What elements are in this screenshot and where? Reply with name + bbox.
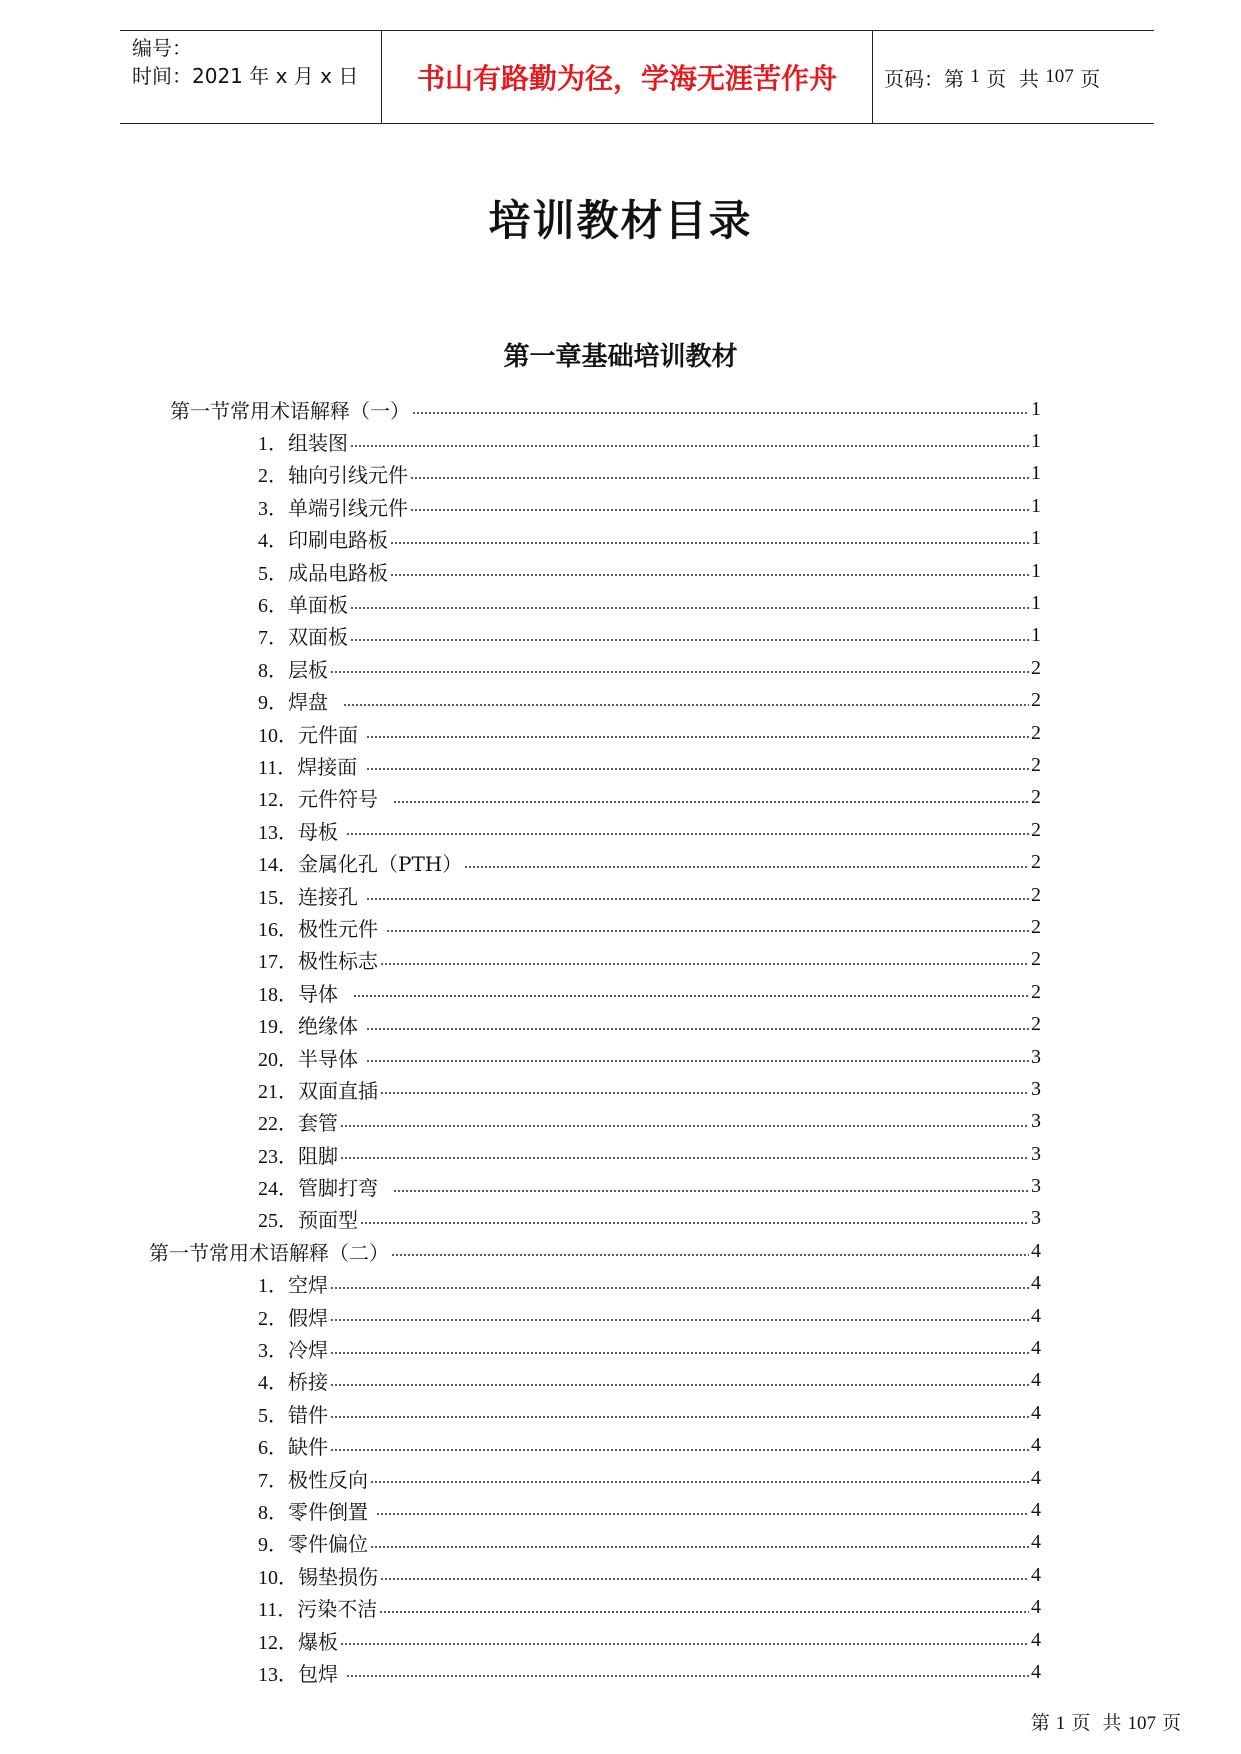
- toc-label: [258, 1561, 380, 1590]
- toc-item[interactable]: [0, 490, 1241, 522]
- toc-page-number: 3: [1031, 1077, 1041, 1100]
- toc-page-number: 4: [1031, 1596, 1041, 1619]
- toc-number: 8．: [258, 659, 288, 682]
- toc-text: 极性反向: [288, 1467, 368, 1492]
- toc-item[interactable]: [0, 425, 1241, 457]
- toc-page-number: 4: [1031, 1466, 1041, 1489]
- toc-page-number: 4: [1031, 1337, 1041, 1360]
- toc-label: [258, 1269, 330, 1298]
- toc-item[interactable]: [0, 944, 1241, 976]
- toc-item[interactable]: [0, 1591, 1241, 1623]
- toc-item[interactable]: [0, 685, 1241, 717]
- toc-number: 10．: [258, 1566, 298, 1589]
- toc-leader-dots: [366, 1058, 1029, 1064]
- toc-item[interactable]: [0, 1138, 1241, 1170]
- toc-leader-dots: [393, 799, 1029, 805]
- toc-page-number: 2: [1031, 656, 1041, 679]
- page-current: 1: [970, 66, 980, 87]
- toc-text: 组装图: [288, 431, 348, 456]
- toc-item[interactable]: [0, 1656, 1241, 1688]
- toc-page-number: 3: [1031, 1175, 1041, 1198]
- toc-item[interactable]: [0, 1008, 1241, 1040]
- toc-section[interactable]: [0, 393, 1241, 425]
- toc-page-number: 3: [1031, 1142, 1041, 1165]
- toc-leader-dots: [330, 1285, 1029, 1291]
- toc-label: [258, 1075, 380, 1104]
- toc-text: 阻脚: [298, 1143, 338, 1168]
- toc-number: 1．: [258, 433, 288, 456]
- time-value: 2021 年 x 月 x 日: [192, 64, 359, 88]
- toc-leader-dots: [366, 766, 1029, 772]
- toc-item[interactable]: [0, 1332, 1241, 1364]
- toc-text: 绝缘体: [298, 1014, 365, 1039]
- toc-text: 零件偏位: [288, 1532, 368, 1557]
- toc-label: [258, 1528, 370, 1557]
- toc-page-number: 1: [1031, 430, 1041, 453]
- toc-text: 连接孔: [298, 884, 365, 909]
- toc-page-number: 4: [1031, 1434, 1041, 1457]
- toc-page-number: 4: [1031, 1563, 1041, 1586]
- page-label: 页码：: [884, 66, 944, 91]
- toc-item[interactable]: [0, 749, 1241, 781]
- page-header: [120, 30, 1154, 124]
- toc-text: 双面直插: [298, 1078, 378, 1103]
- toc-text: 单端引线元件: [288, 495, 408, 520]
- toc-item[interactable]: [0, 782, 1241, 814]
- toc-page-number: 3: [1031, 1045, 1041, 1068]
- toc-leader-dots: [391, 1252, 1029, 1258]
- toc-label: [258, 686, 343, 715]
- toc-number: 4．: [258, 530, 288, 553]
- toc-number: 4．: [258, 1372, 288, 1395]
- toc-text: 锡垫损伤: [298, 1564, 378, 1589]
- toc-text: 元件符号: [298, 787, 391, 812]
- toc-number: 14．: [258, 854, 298, 877]
- toc-section[interactable]: [0, 1235, 1241, 1267]
- toc-label: [258, 783, 393, 812]
- toc-leader-dots: [380, 1090, 1029, 1096]
- toc-item[interactable]: [0, 555, 1241, 587]
- toc-leader-dots: [330, 669, 1029, 675]
- toc-label: [258, 881, 366, 910]
- toc-item[interactable]: [0, 976, 1241, 1008]
- toc-number: 24．: [258, 1178, 298, 1201]
- toc-item[interactable]: [0, 1624, 1241, 1656]
- toc-leader-dots: [464, 864, 1029, 870]
- toc-leader-dots: [380, 961, 1029, 967]
- toc-number: 18．: [258, 983, 298, 1006]
- toc-label: [258, 751, 366, 780]
- page-prefix: 第: [944, 66, 971, 91]
- toc-leader-dots: [343, 702, 1029, 708]
- toc-page-number: 1: [1031, 624, 1041, 647]
- toc-leader-dots: [376, 1511, 1029, 1517]
- toc-label: [258, 1107, 340, 1136]
- toc-text: 零件倒置: [288, 1499, 375, 1524]
- toc-number: 19．: [258, 1016, 298, 1039]
- toc-item[interactable]: [0, 846, 1241, 878]
- header-meta: [120, 31, 382, 123]
- toc-leader-dots: [370, 1479, 1029, 1485]
- toc-leader-dots: [346, 1673, 1029, 1679]
- toc-item[interactable]: [0, 1462, 1241, 1494]
- toc-text: 焊盘: [288, 690, 341, 715]
- toc-label: [258, 524, 390, 553]
- toc-number: 13．: [258, 821, 298, 844]
- toc-leader-dots: [340, 1155, 1029, 1161]
- toc-number: 21．: [258, 1080, 298, 1103]
- toc-page-number: 2: [1031, 883, 1041, 906]
- header-slogan: 书山有路勤为径，学海无涯苦作舟: [382, 31, 873, 123]
- toc-text: 爆板: [298, 1629, 338, 1654]
- toc-number: 12．: [258, 789, 298, 812]
- toc-number: 7．: [258, 627, 288, 650]
- toc-label: [258, 1464, 370, 1493]
- time-label: 时间：: [132, 64, 192, 88]
- toc-item[interactable]: [0, 911, 1241, 943]
- toc-leader-dots: [350, 637, 1029, 643]
- toc-text: 半导体: [298, 1046, 365, 1071]
- toc-label: [258, 913, 386, 942]
- toc-leader-dots: [379, 1609, 1029, 1615]
- toc-item[interactable]: [0, 1041, 1241, 1073]
- footer-mid: 页 共: [1065, 1712, 1128, 1734]
- toc-text: 第一节常用术语解释（一）: [170, 398, 410, 423]
- toc-number: 11．: [258, 756, 298, 779]
- toc-page-number: 2: [1031, 1013, 1041, 1036]
- toc-label: [258, 1593, 379, 1622]
- toc-page-number: 2: [1031, 753, 1041, 776]
- toc-text: 导体: [298, 981, 351, 1006]
- toc-leader-dots: [412, 410, 1029, 416]
- toc-label: [258, 654, 330, 683]
- toc-page-number: 2: [1031, 948, 1041, 971]
- toc-label: [258, 459, 410, 488]
- toc-label: [258, 1399, 330, 1428]
- toc-item[interactable]: [0, 1203, 1241, 1235]
- toc-item[interactable]: [0, 1430, 1241, 1462]
- toc-page-number: 1: [1031, 527, 1041, 550]
- toc-text: 桥接: [288, 1370, 328, 1395]
- toc-item[interactable]: [0, 523, 1241, 555]
- toc-label: [258, 1172, 393, 1201]
- toc-leader-dots: [390, 572, 1029, 578]
- toc-number: 17．: [258, 951, 298, 974]
- toc-page-number: 1: [1031, 462, 1041, 485]
- toc-leader-dots: [390, 540, 1029, 546]
- time-line: [132, 62, 381, 90]
- toc-text: 双面板: [288, 625, 348, 650]
- toc-page-number: 4: [1031, 1401, 1041, 1424]
- toc-leader-dots: [410, 507, 1029, 513]
- toc-page-number: 4: [1031, 1239, 1041, 1262]
- toc-item[interactable]: [0, 1365, 1241, 1397]
- toc-page-number: 2: [1031, 721, 1041, 744]
- document-title: 培训教材目录: [488, 196, 753, 245]
- toc-number: 6．: [258, 595, 288, 618]
- toc-leader-dots: [350, 605, 1029, 611]
- toc-leader-dots: [330, 1414, 1029, 1420]
- toc-text: 金属化孔（PTH）: [298, 852, 463, 877]
- toc-page-number: 4: [1031, 1628, 1041, 1651]
- toc-text: 印刷电路板: [288, 528, 388, 553]
- toc-leader-dots: [330, 1350, 1029, 1356]
- toc-number: 2．: [258, 465, 288, 488]
- toc-number: 25．: [258, 1210, 298, 1233]
- toc-number: 20．: [258, 1048, 298, 1071]
- toc-item[interactable]: [0, 1106, 1241, 1138]
- toc-number: 7．: [258, 1469, 288, 1492]
- toc-number: 1．: [258, 1275, 288, 1298]
- toc-page-number: 2: [1031, 851, 1041, 874]
- toc-label: [258, 1431, 330, 1460]
- toc-label: [258, 1366, 330, 1395]
- toc-page-number: 3: [1031, 1110, 1041, 1133]
- toc-leader-dots: [350, 443, 1029, 449]
- toc-text: 套管: [298, 1111, 338, 1136]
- toc-label: [258, 1496, 376, 1525]
- toc-text: 极性标志: [298, 949, 378, 974]
- toc-number: 11．: [258, 1599, 298, 1622]
- toc-number: 13．: [258, 1663, 298, 1686]
- toc-text: 轴向引线元件: [288, 463, 408, 488]
- toc-page-number: 2: [1031, 689, 1041, 712]
- toc-text: 假焊: [288, 1305, 328, 1330]
- toc-item[interactable]: [0, 620, 1241, 652]
- toc-leader-dots: [340, 1641, 1029, 1647]
- toc-item[interactable]: [0, 814, 1241, 846]
- toc-label: [258, 1043, 366, 1072]
- toc-text: 层板: [288, 657, 328, 682]
- toc-number: 22．: [258, 1113, 298, 1136]
- toc-page-number: 4: [1031, 1498, 1041, 1521]
- page-footer: [1031, 1708, 1181, 1735]
- toc-item[interactable]: [0, 1170, 1241, 1202]
- toc-leader-dots: [370, 1544, 1029, 1550]
- chapter-title: 第一章基础培训教材: [503, 342, 738, 372]
- toc-label: [149, 1237, 391, 1266]
- toc-number: 6．: [258, 1437, 288, 1460]
- toc-item[interactable]: [0, 1559, 1241, 1591]
- toc-item[interactable]: [0, 1300, 1241, 1332]
- toc-item[interactable]: [0, 587, 1241, 619]
- toc-text: 焊接面: [297, 754, 364, 779]
- footer-total: 107: [1127, 1713, 1156, 1734]
- table-of-contents: [0, 393, 1241, 1689]
- toc-label: [258, 1010, 366, 1039]
- toc-label: [258, 621, 350, 650]
- toc-leader-dots: [380, 1576, 1029, 1582]
- toc-text: 包焊: [298, 1661, 345, 1686]
- toc-page-number: 4: [1031, 1304, 1041, 1327]
- toc-text: 极性元件: [298, 916, 385, 941]
- toc-label: [258, 1140, 340, 1169]
- toc-leader-dots: [366, 1026, 1029, 1032]
- toc-text: 单面板: [288, 593, 348, 618]
- toc-number: 2．: [258, 1307, 288, 1330]
- toc-label: [258, 1658, 346, 1687]
- toc-text: 第一节常用术语解释（二）: [149, 1240, 389, 1265]
- toc-item[interactable]: [0, 1268, 1241, 1300]
- toc-leader-dots: [330, 1317, 1029, 1323]
- toc-leader-dots: [366, 896, 1029, 902]
- toc-text: 污染不洁: [297, 1597, 378, 1622]
- toc-leader-dots: [360, 1220, 1029, 1226]
- toc-label: [258, 1302, 330, 1331]
- footer-suffix: 页: [1155, 1712, 1181, 1734]
- page-mid: 页 共: [979, 66, 1046, 91]
- toc-item[interactable]: [0, 1494, 1241, 1526]
- toc-text: 母板: [298, 819, 345, 844]
- toc-label: [170, 395, 412, 424]
- toc-text: 元件面: [298, 722, 365, 747]
- footer-prefix: 第: [1030, 1712, 1056, 1734]
- toc-text: 冷焊: [288, 1338, 328, 1363]
- toc-text: 缺件: [288, 1435, 328, 1460]
- toc-text: 空焊: [288, 1273, 328, 1298]
- toc-page-number: 4: [1031, 1369, 1041, 1392]
- toc-text: 预面型: [298, 1208, 358, 1233]
- toc-number: 5．: [258, 1404, 288, 1427]
- toc-page-number: 4: [1031, 1531, 1041, 1554]
- toc-leader-dots: [353, 993, 1029, 999]
- toc-leader-dots: [330, 1447, 1029, 1453]
- toc-number: 9．: [258, 692, 288, 715]
- toc-item[interactable]: [0, 1073, 1241, 1105]
- toc-item[interactable]: [0, 879, 1241, 911]
- toc-item[interactable]: [0, 1527, 1241, 1559]
- toc-label: [258, 945, 380, 974]
- toc-label: [258, 492, 410, 521]
- toc-leader-dots: [340, 1123, 1029, 1129]
- toc-number: 8．: [258, 1501, 288, 1524]
- toc-label: [258, 1626, 340, 1655]
- toc-label: [258, 557, 390, 586]
- toc-text: 错件: [288, 1402, 328, 1427]
- toc-text: 成品电路板: [288, 560, 388, 585]
- toc-page-number: 4: [1031, 1660, 1041, 1683]
- number-label: 编号：: [132, 36, 192, 60]
- toc-item[interactable]: [0, 652, 1241, 684]
- toc-label: [258, 978, 353, 1007]
- footer-current: 1: [1055, 1713, 1066, 1734]
- toc-number: 10．: [258, 724, 298, 747]
- toc-item[interactable]: [0, 1397, 1241, 1429]
- toc-label: [258, 848, 464, 877]
- toc-label: [258, 1334, 330, 1363]
- toc-item[interactable]: [0, 717, 1241, 749]
- toc-number: 3．: [258, 497, 288, 520]
- toc-page-number: 1: [1031, 494, 1041, 517]
- toc-leader-dots: [386, 928, 1029, 934]
- toc-leader-dots: [330, 1382, 1029, 1388]
- toc-page-number: 1: [1031, 397, 1041, 420]
- header-page-info: [872, 31, 1154, 123]
- toc-number: 23．: [258, 1145, 298, 1168]
- toc-leader-dots: [366, 734, 1029, 740]
- page-total: 107: [1045, 66, 1074, 87]
- toc-number: 15．: [258, 886, 298, 909]
- toc-page-number: 2: [1031, 818, 1041, 841]
- toc-page-number: 1: [1031, 592, 1041, 615]
- page-suffix: 页: [1073, 66, 1101, 91]
- toc-label: [258, 816, 346, 845]
- toc-page-number: 4: [1031, 1272, 1041, 1295]
- toc-page-number: 2: [1031, 786, 1041, 809]
- toc-number: 5．: [258, 562, 288, 585]
- toc-number: 12．: [258, 1631, 298, 1654]
- toc-page-number: 1: [1031, 559, 1041, 582]
- toc-leader-dots: [410, 475, 1029, 481]
- toc-label: [258, 719, 366, 748]
- toc-label: [258, 589, 350, 618]
- toc-page-number: 3: [1031, 1207, 1041, 1230]
- toc-leader-dots: [346, 831, 1029, 837]
- toc-number: 16．: [258, 918, 298, 941]
- toc-page-number: 2: [1031, 915, 1041, 938]
- toc-label: [258, 427, 350, 456]
- toc-leader-dots: [393, 1188, 1029, 1194]
- toc-number: 3．: [258, 1340, 288, 1363]
- toc-item[interactable]: [0, 458, 1241, 490]
- toc-label: [258, 1204, 360, 1233]
- toc-text: 管脚打弯: [298, 1176, 391, 1201]
- toc-page-number: 2: [1031, 980, 1041, 1003]
- toc-number: 9．: [258, 1534, 288, 1557]
